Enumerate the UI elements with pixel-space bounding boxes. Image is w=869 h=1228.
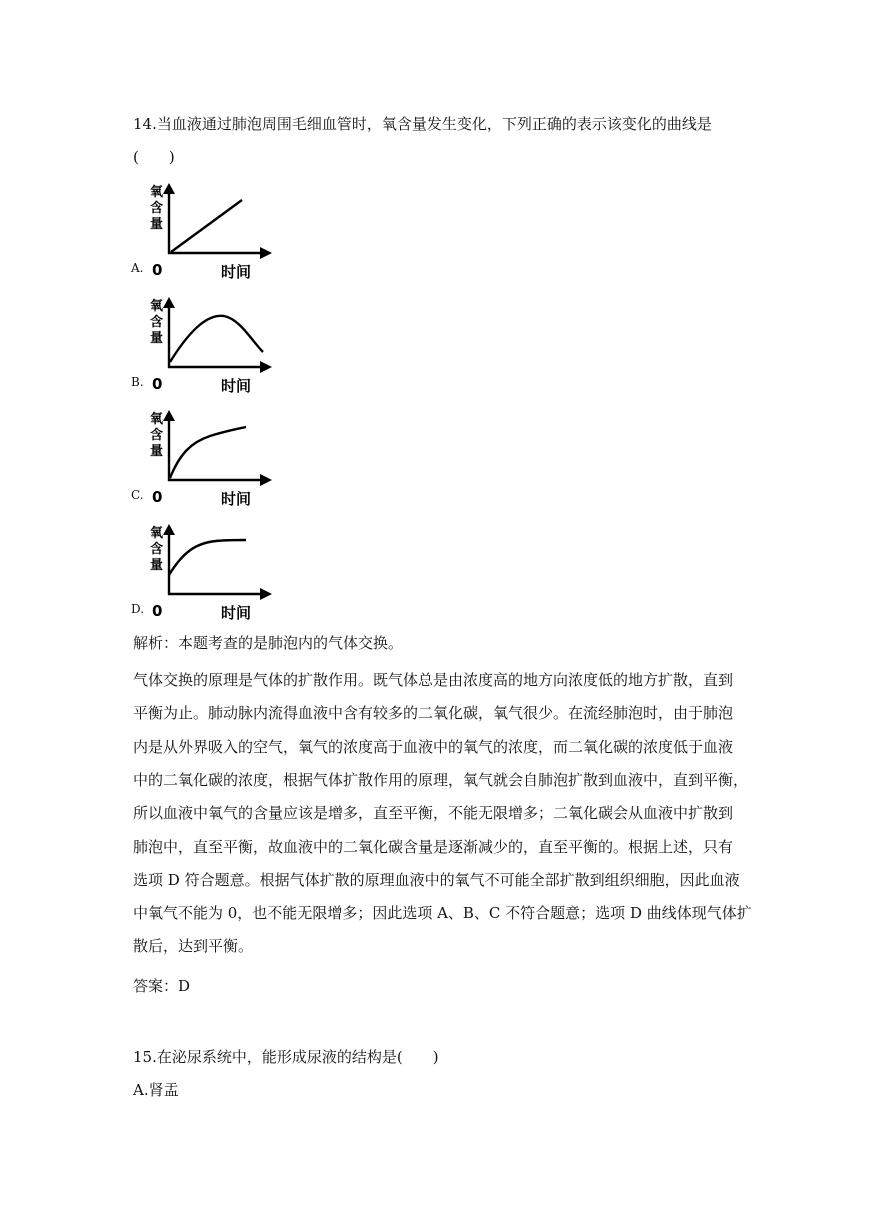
option-c-axes [150, 410, 272, 508]
analysis-line: 气体交换的原理是气体的扩散作用。既气体总是由浓度高的地方向浓度低的地方扩散，直到 [133, 671, 734, 689]
y-axis-label-char: 量 [150, 217, 164, 232]
y-axis-label-char: 量 [150, 558, 164, 573]
option-a-letter: A. [131, 261, 144, 275]
x-axis-label: 时间 [221, 263, 252, 281]
y-axis-label-char: 氧 [150, 526, 164, 541]
x-axis-label: 时间 [221, 604, 252, 622]
y-axis-arrow [163, 297, 175, 308]
option-d-curve [169, 540, 246, 575]
option-c-letter: C. [131, 488, 144, 502]
y-axis-label-char: 氧 [150, 185, 164, 200]
x-axis-label: 时间 [221, 377, 252, 395]
analysis-line: 中的二氧化碳的浓度，根据气体扩散作用的原理，氧气就会自肺泡扩散到血液中，直到平衡， [133, 770, 749, 789]
option-b-graph [148, 295, 288, 395]
q15-stem: 15.在泌尿系统中，能形成尿液的结构是( ) [133, 1048, 439, 1066]
option-c-curve [170, 427, 246, 478]
option-a-axes [150, 183, 272, 281]
y-axis-label-char: 含 [150, 201, 164, 216]
x-axis-label: 时间 [221, 490, 252, 508]
option-a-curve [171, 200, 242, 252]
option-c[interactable] [131, 408, 291, 528]
analysis-heading: 解析：本题考查的是肺泡内的气体交换。 [133, 634, 404, 652]
y-axis-label-char: 含 [150, 428, 164, 443]
analysis-line: 肺泡中，直至平衡，故血液中的二氧化碳含量是逐渐减少的，直至平衡的。根据上述，只有 [133, 837, 734, 856]
q14-stem: 14.当血液通过肺泡周围毛细血管时，氧含量发生变化，下列正确的表示该变化的曲线是 [133, 115, 712, 133]
option-d-graph [148, 522, 288, 622]
y-axis-label-char: 含 [150, 542, 164, 557]
y-axis-label-char: 氧 [150, 299, 164, 314]
analysis-line: 中氧气不能为 0，也不能无限增多；因此选项 A、B、C 不符合题意；选项 D 曲线体现气体扩 [133, 904, 752, 923]
origin-label: 0 [152, 261, 163, 279]
x-axis-arrow [260, 361, 272, 373]
origin-label: 0 [152, 602, 163, 620]
analysis-line: 所以血液中氧气的含量应该是增多，直至平衡，不能无限增多；二氧化碳会从血液中扩散到 [133, 804, 734, 823]
x-axis-arrow [260, 474, 272, 486]
origin-label: 0 [152, 375, 163, 393]
answer-line: 答案：D [133, 977, 191, 995]
analysis-line: 内是从外界吸入的空气，氧气的浓度高于血液中的氧气的浓度，而二氧化碳的浓度低于血液 [133, 737, 734, 756]
y-axis-label-char: 量 [150, 331, 164, 346]
y-axis-label-char: 含 [150, 315, 164, 330]
y-axis-arrow [163, 183, 175, 194]
option-d-letter: D. [131, 602, 145, 616]
x-axis-arrow [260, 247, 272, 259]
option-d-axes [150, 524, 272, 622]
option-c-graph [148, 408, 288, 508]
q14-answer-paren: ( ) [133, 148, 175, 166]
option-b-curve [170, 316, 263, 362]
y-axis-label-char: 氧 [150, 412, 164, 427]
analysis-line: 选项 D 符合题意。根据气体扩散的原理血液中的氧气不可能全部扩散到组织细胞，因此血液 [133, 870, 740, 889]
option-b-letter: B. [131, 375, 144, 389]
y-axis-label-char: 量 [150, 444, 164, 459]
q15-option-a[interactable]: A.肾盂 [133, 1081, 179, 1099]
analysis-line: 平衡为止。肺动脉内流得血液中含有较多的二氧化碳，氧气很少。在流经肺泡时，由于肺泡 [133, 704, 734, 723]
option-a[interactable] [131, 181, 291, 301]
option-d[interactable] [131, 522, 291, 642]
y-axis-arrow [163, 524, 175, 535]
option-a-graph [148, 181, 288, 281]
analysis-line: 散后，达到平衡。 [133, 937, 254, 956]
x-axis-arrow [260, 588, 272, 600]
y-axis-arrow [163, 410, 175, 421]
origin-label: 0 [152, 488, 163, 506]
option-b[interactable] [131, 295, 291, 415]
option-b-axes [150, 297, 272, 395]
